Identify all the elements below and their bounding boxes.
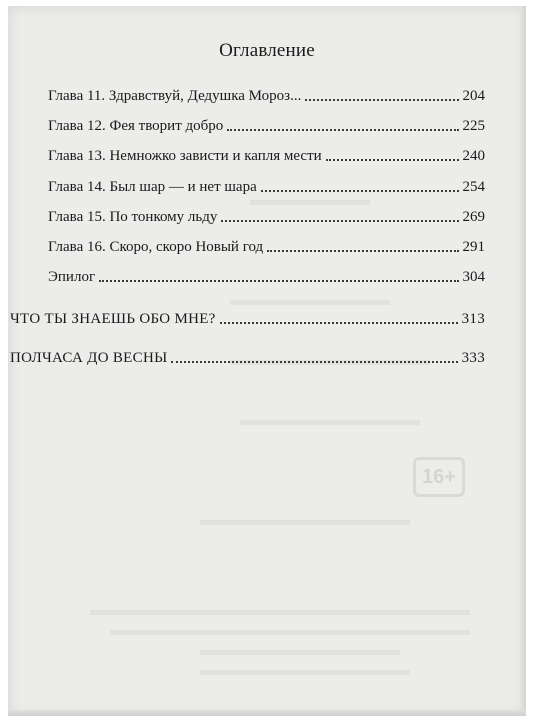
toc-section	[10, 343, 485, 367]
page-edge-bottom	[8, 710, 526, 716]
toc-entry-label: Глава 15. По тонкому льду	[48, 209, 218, 225]
toc-entry	[48, 111, 485, 135]
toc-entry	[48, 232, 485, 256]
toc-leader-dots	[227, 128, 458, 131]
toc-entry-page: 269	[462, 209, 485, 225]
toc-leader-dots	[267, 249, 458, 252]
toc-section-label: ЧТО ТЫ ЗНАЕШЬ ОБО МНЕ?	[10, 311, 216, 327]
toc-entry-page: 225	[462, 118, 485, 134]
toc-section	[10, 304, 485, 328]
toc-entry-label: Глава 16. Скоро, скоро Новый год	[48, 239, 264, 255]
toc-entry-page: 304	[462, 269, 485, 285]
bleed-through-line	[200, 650, 400, 655]
toc-section-page: 333	[461, 350, 485, 366]
age-rating-badge-bleed-through: 16+	[413, 457, 465, 497]
toc-entry	[48, 172, 485, 196]
bleed-through-line	[110, 630, 470, 635]
toc-entry-label: Эпилог	[48, 269, 96, 285]
toc-title: Оглавление	[219, 40, 315, 61]
page-edge-right	[520, 6, 526, 716]
toc-leader-dots	[220, 321, 458, 324]
bleed-through-line	[200, 520, 410, 525]
toc-entry	[48, 262, 485, 286]
bleed-through-line	[240, 420, 420, 425]
toc-entry-page: 240	[462, 148, 485, 164]
bleed-through-line	[90, 610, 470, 615]
toc-entry-label: Глава 11. Здравствуй, Дедушка Мороз...	[48, 88, 302, 104]
toc-entry-page: 254	[462, 179, 485, 195]
toc-leader-dots	[326, 158, 459, 161]
toc-leader-dots	[261, 189, 459, 192]
toc-entry-page: 291	[462, 239, 485, 255]
toc-leader-dots	[305, 98, 458, 101]
toc-entry-label: Глава 12. Фея творит добро	[48, 118, 224, 134]
toc-section-page: 313	[461, 311, 485, 327]
toc-entry-label: Глава 13. Немножко зависти и капля мести	[48, 148, 322, 164]
toc-leader-dots	[171, 360, 457, 363]
toc-entry	[48, 141, 485, 165]
toc-leader-dots	[99, 279, 458, 282]
toc-entry-page: 204	[462, 88, 485, 104]
toc-entry	[48, 202, 485, 226]
toc-leader-dots	[221, 219, 458, 222]
bleed-through-line	[200, 670, 410, 675]
toc-entry-label: Глава 14. Был шар — и нет шара	[48, 179, 257, 195]
toc-entry	[48, 81, 485, 105]
toc-section-label: ПОЛЧАСА ДО ВЕСНЫ	[10, 350, 168, 366]
